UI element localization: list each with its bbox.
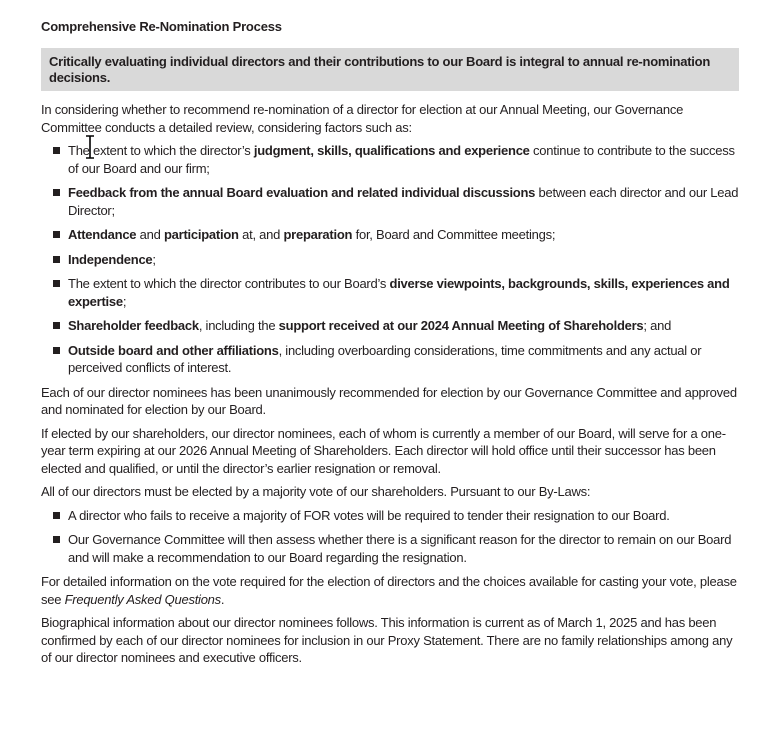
text-cursor-icon [85, 135, 95, 159]
faq-reference: Frequently Asked Questions [64, 591, 221, 607]
factors-list [41, 142, 739, 377]
intro-paragraph: In considering whether to recommend re-nomination of a director for election at our Annual Meeting, our Governance Committee conducts a detailed review, considering factors such as: [41, 102, 684, 135]
term-paragraph: If elected by our shareholders, our director nominees, each of whom is currently a member of our Board, will serve for a one-year term expiring at our 2026 Annual Meeting of Shareholders. Each director will hold office until their successor has been elected and qualified, or until the director’s earlier resignation or removal. [41, 425, 726, 476]
square-bullet-icon [53, 512, 60, 519]
bylaws-list [41, 507, 739, 567]
square-bullet-icon [53, 280, 60, 287]
document-page [41, 18, 739, 673]
biographical-paragraph: Biographical information about our director nominees follows. This information is current as of March 1, 2025 and has been confirmed by each of our director nominees for inclusion in our Proxy Statement. There are no family relationships among any of our director nominees and executive officers. [41, 615, 733, 665]
nominees-paragraph: Each of our director nominees has been unanimously recommended for election by our Governance Committee and approved and nominated for election by our Board. [41, 384, 737, 417]
square-bullet-icon [53, 536, 60, 543]
section-title: Comprehensive Re-Nomination Process [41, 19, 282, 34]
list-item: Independence; [41, 251, 739, 269]
list-item: Attendance and participation at, and preparation for, Board and Committee meetings; [41, 226, 739, 244]
majority-vote-paragraph: All of our directors must be elected by a majority vote of our shareholders. Pursuant to our By-Laws: [41, 484, 591, 499]
list-item: Feedback from the annual Board evaluation and related individual discussions between each director and our Lead Director; [41, 184, 739, 219]
list-item: Outside board and other affiliations, including overboarding considerations, time commitments and any actual or perceived conflicts of interest. [41, 342, 739, 377]
square-bullet-icon [53, 322, 60, 329]
square-bullet-icon [53, 231, 60, 238]
square-bullet-icon [53, 347, 60, 354]
list-item: A director who fails to receive a majority of FOR votes will be required to tender their resignation to our Board. [41, 507, 739, 525]
square-bullet-icon [53, 256, 60, 263]
list-item: The extent to which the director contributes to our Board’s diverse viewpoints, backgrounds, skills, experiences and expertise; [41, 275, 739, 310]
callout-box: Critically evaluating individual directors and their contributions to our Board is integral to annual re-nomination decisions. [41, 48, 739, 91]
square-bullet-icon [53, 147, 60, 154]
list-item: The extent to which the director’s judgment, skills, qualifications and experience continue to contribute to the success of our Board and our firm; [41, 142, 739, 177]
list-item: Shareholder feedback, including the support received at our 2024 Annual Meeting of Shareholders; and [41, 317, 739, 335]
square-bullet-icon [53, 189, 60, 196]
faq-paragraph: For detailed information on the vote required for the election of directors and the choices available for casting your vote, please see Frequently Asked Questions. [41, 574, 737, 607]
list-item: Our Governance Committee will then assess whether there is a significant reason for the director to remain on our Board and will make a recommendation to our Board regarding the resignation. [41, 531, 739, 566]
